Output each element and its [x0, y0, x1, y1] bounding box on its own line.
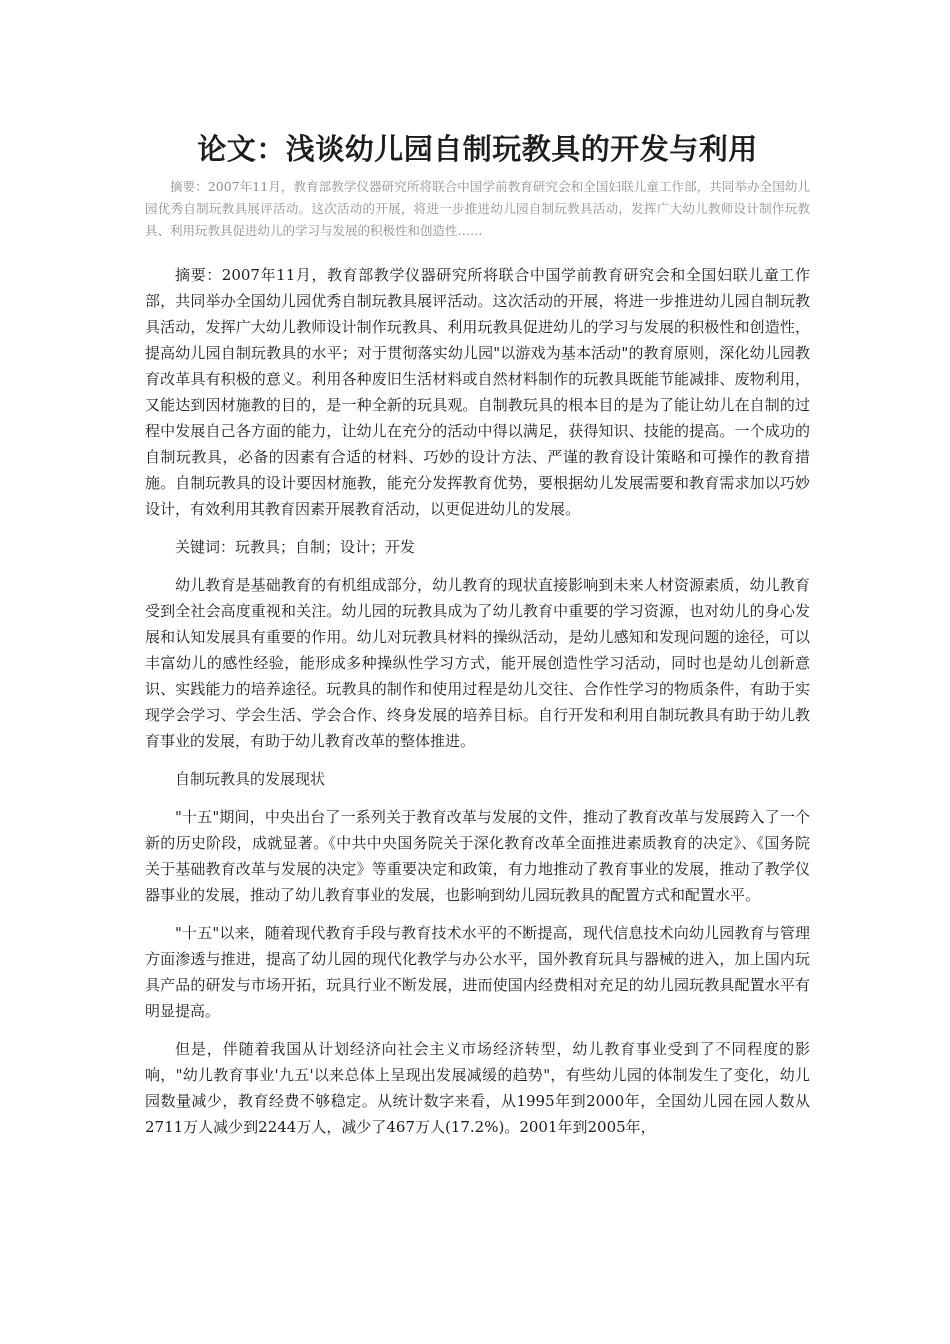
- body-paragraph: 幼儿教育是基础教育的有机组成部分，幼儿教育的现状直接影响到未来人材资源素质，幼儿教育受到全社会高度重视和关注。幼儿园的玩教具成为了幼儿教育中重要的学习资源，也对幼儿的身心发展和认知发展具有重要的作用。幼儿对玩教具材料的操纵活动，是幼儿感知和发现问题的途径，可以丰富幼儿的感性经验，能形成多种操纵性学习方式，能开展创造性学习活动，同时也是幼儿创新意识、实践能力的培养途径。玩教具的制作和使用过程是幼儿交往、合作性学习的物质条件，有助于实现学会学习、学会生活、学会合作、终身发展的培养目标。自行开发和利用自制玩教具有助于幼儿教育事业的发展，有助于幼儿教育改革的整体推进。: [145, 576, 810, 750]
- body-paragraph: 但是，伴随着我国从计划经济向社会主义市场经济转型，幼儿教育事业受到了不同程度的影响，"幼儿教育事业'九五'以来总体上呈现出发展减缓的趋势"，有些幼儿园的体制发生了变化，幼儿园数量减少，教育经费不够稳定。从统计数字来看，从1995年到2000年，全国幼儿园在园人数从2711万人减少到2244万人，减少了467万人(17.2%)。2001年到2005年，: [145, 1040, 810, 1136]
- body-paragraph: "十五"期间，中央出台了一系列关于教育改革与发展的文件，推动了教育改革与发展跨入了一个新的历史阶段，成就显著。《中共中央国务院关于深化教育改革全面推进素质教育的决定》、《国务院关于基础教育改革与发展的决定》等重要决定和政策，有力地推动了教育事业的发展，推动了教学仪器事业的发展，推动了幼儿教育事业的发展，也影响到幼儿园玩教具的配置方式和配置水平。: [145, 808, 810, 904]
- body-paragraph: "十五"以来，随着现代教育手段与教育技术水平的不断提高，现代信息技术向幼儿园教育与管理方面渗透与推进，提高了幼儿园的现代化教学与办公水平，国外教育玩具与器械的进入，加上国内玩具产品的研发与市场开拓，玩具行业不断发展，进而使国内经费相对充足的幼儿园玩教具配置水平有明显提高。: [145, 924, 810, 1020]
- section-heading: 自制玩教具的发展现状: [175, 770, 326, 788]
- document-title: 论文：浅谈幼儿园自制玩教具的开发与利用: [197, 132, 758, 166]
- document-page: [145, 128, 810, 1152]
- document-summary: 摘要：2007年11月，教育部教学仪器研究所将联合中国学前教育研究会和全国妇联儿童工作部，共同举办全国幼儿园优秀自制玩教具展评活动。这次活动的开展，将进一步推进幼儿园自制玩教具活动，发挥广大幼儿教师设计制作玩教具、利用玩教具促进幼儿的学习与发展的积极性和创造性……: [145, 179, 810, 238]
- keywords-paragraph: 关键词：玩教具；自制；设计；开发: [175, 538, 416, 556]
- abstract-paragraph: 摘要：2007年11月，教育部教学仪器研究所将联合中国学前教育研究会和全国妇联儿童工作部，共同举办全国幼儿园优秀自制玩教具展评活动。这次活动的开展，将进一步推进幼儿园自制玩教具活动，发挥广大幼儿教师设计制作玩教具、利用玩教具促进幼儿的学习与发展的积极性和创造性，提高幼儿园自制玩教具的水平；对于贯彻落实幼儿园"以游戏为基本活动"的教育原则，深化幼儿园教育改革具有积极的意义。利用各种废旧生活材料或自然材料制作的玩教具既能节能减排、废物利用，又能达到因材施教的目的，是一种全新的玩具观。自制教玩具的根本目的是为了能让幼儿在自制的过程中发展自己各方面的能力，让幼儿在充分的活动中得以满足，获得知识、技能的提高。一个成功的自制玩教具，必备的因素有合适的材料、巧妙的设计方法、严谨的教育设计策略和可操作的教育措施。自制玩教具的设计要因材施教，能充分发挥教育优势，要根据幼儿发展需要和教育需求加以巧妙设计，有效利用其教育因素开展教育活动，以更促进幼儿的发展。: [145, 266, 810, 518]
